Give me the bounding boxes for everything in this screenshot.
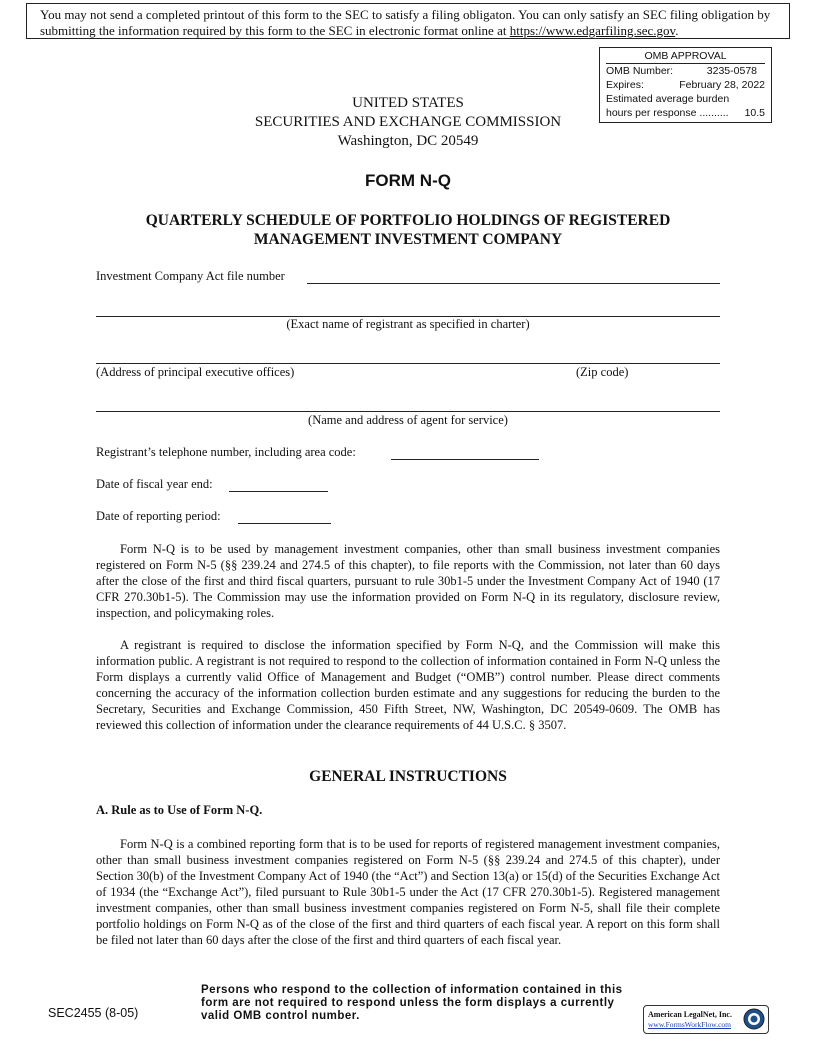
- logo-name: American LegalNet, Inc.: [648, 1010, 732, 1019]
- address-label: (Address of principal executive offices): [96, 365, 295, 379]
- form-subtitle: [0, 211, 816, 249]
- form-title: FORM N-Q: [365, 171, 451, 190]
- american-legalnet-logo[interactable]: [643, 1005, 769, 1034]
- notice-text: You may not send a completed printout of this form to the SEC to satisfy a filing obligaton. You can only satisfy an SEC filing obligation by submitting the information required by this form to the SEC in electronic format online at: [40, 7, 771, 38]
- omb-approval-header: OMB APPROVAL: [606, 50, 765, 64]
- notice-end: .: [675, 23, 679, 38]
- paragraph-rule-use: Form N-Q is a combined reporting form that is to be used for reports of registered management investment companies, other than small business investment companies registered on Form N-5 (§§ 239.24 and 274.5 of this chapter), under Section 30(b) of the Investment Company Act of 1940 (the “Act”) and Section 13(a) or 15(d) of the Securities Exchange Act of 1934 (the “Exchange Act”), filed pursuant to Rule 30b1-5 under the Act (17 CFR 270.30b1-5). Registered management investment companies, other than small business investment companies registered on Form N-5, shall file their complete portfolio holdings on Form N-Q as of the close of the first and third quarters of each fiscal year. A report on this form shall be filed not later than 60 days after the close of the first and third quarters of each fiscal year.: [96, 837, 720, 947]
- omb-burden-line1: Estimated average burden: [606, 93, 730, 105]
- omb-number-row: [600, 64, 771, 78]
- file-number-label: Investment Company Act file number: [96, 269, 285, 283]
- section-a-heading: A. Rule as to Use of Form N-Q.: [96, 803, 263, 817]
- form-code: SEC2455 (8-05): [48, 1006, 139, 1020]
- omb-burden-dots: ..........: [699, 107, 729, 119]
- fiscal-year-end-label: Date of fiscal year end:: [96, 477, 213, 491]
- agent-label: (Name and address of agent for service): [308, 413, 508, 427]
- fiscal-year-end-field[interactable]: [229, 491, 328, 492]
- omb-control-notice: Persons who respond to the collection of information contained in this form are not required to respond unless the form displays a currently valid OMB control number.: [201, 984, 623, 1022]
- telephone-field[interactable]: [391, 459, 539, 460]
- general-instructions-heading: GENERAL INSTRUCTIONS: [309, 768, 507, 785]
- paragraph-disclosure: A registrant is required to disclose the information specified by Form N-Q, and the Commission will make this information public. A registrant is not required to respond to the collection of information contained in Form N-Q unless the Form displays a currently valid Office of Management and Budget (“OMB”) control number. Please direct comments concerning the accuracy of the information collection burden estimate and any suggestions for reducing the burden to the Secretary, Securities and Exchange Commission, 450 Fifth Street, NW, Washington, DC 20549-0609. The OMB has reviewed this collection of information under the clearance requirements of 44 U.S.C. § 3507.: [96, 638, 720, 732]
- omb-burden-line2: hours per response: [606, 107, 697, 119]
- file-number-field[interactable]: [307, 283, 720, 284]
- subtitle-line-1: QUARTERLY SCHEDULE OF PORTFOLIO HOLDINGS OF REGISTERED: [145, 212, 671, 229]
- omb-expires-value: February 28, 2022: [679, 79, 765, 91]
- logo-url[interactable]: www.FormsWorkFlow.com: [648, 1020, 732, 1029]
- omb-expires-label: Expires:: [606, 79, 644, 91]
- reporting-period-label: Date of reporting period:: [96, 509, 221, 523]
- electronic-filing-notice: [26, 3, 790, 39]
- paragraph-purpose: Form N-Q is to be used by management investment companies, other than small business investment companies registered on Form N-5 (§§ 239.24 and 274.5 of this chapter), to file reports with the Commission, not later than 60 days after the close of the first and third fiscal quarters, pursuant to rule 30b1-5 under the Investment Company Act of 1940 (17 CFR 270.30b1-5). The Commission may use the information provided on Form N-Q in its regulatory, disclosure review, inspection, and policymaking roles.: [96, 542, 720, 620]
- zip-code-label: (Zip code): [576, 365, 629, 379]
- registrant-name-label: (Exact name of registrant as specified in charter): [286, 317, 530, 331]
- reporting-period-field[interactable]: [238, 523, 331, 524]
- agent-field[interactable]: [96, 411, 720, 412]
- omb-expires-row: [600, 78, 771, 92]
- omb-burden-value: 10.5: [744, 107, 765, 119]
- agency-line-3: Washington, DC 20549: [337, 133, 479, 149]
- globe-seal-icon: [743, 1008, 765, 1030]
- omb-number-value: 3235-0578: [706, 65, 757, 77]
- telephone-label: Registrant’s telephone number, including area code:: [96, 445, 356, 459]
- subtitle-line-2: MANAGEMENT INVESTMENT COMPANY: [253, 231, 563, 248]
- edgar-filing-link[interactable]: https://www.edgarfiling.sec.gov: [509, 23, 676, 38]
- agency-line-2: SECURITIES AND EXCHANGE COMMISSION: [254, 114, 562, 130]
- agency-line-1: UNITED STATES: [352, 95, 464, 111]
- omb-number-label: OMB Number:: [606, 65, 674, 77]
- address-field[interactable]: [96, 363, 720, 364]
